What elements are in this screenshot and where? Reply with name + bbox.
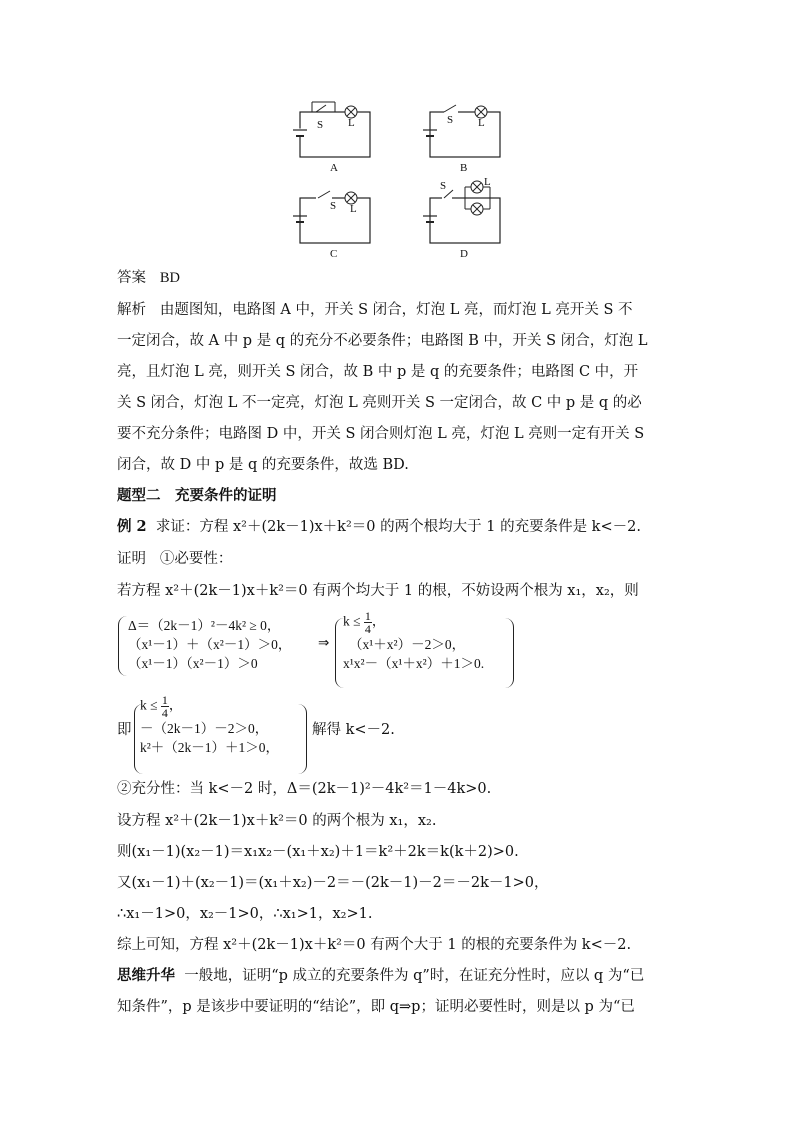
analysis-line-6: 闭合，故 D 中 p 是 q 的充要条件，故选 BD. [117,457,409,473]
sufficiency-line: ②充分性：当 k<－2 时，Δ＝(2k－1)²－4k²＝1－4k>0. [117,781,492,797]
system-3-row-1: k ≤ $\frac{1}{4}$ ， [140,693,183,720]
system-2-row-3: x¹x²－（x¹＋x²）＋1＞0. [343,656,485,671]
analysis-line-4: 关 S 闭合，灯泡 L 不一定亮，灯泡 L 亮则开关 S 一定闭合，故 C 中 p 是 q 的必 [117,395,642,411]
circuit-figure-d [420,178,510,264]
section-title: 题型二 充要条件的证明 [117,487,277,504]
system-1 [128,616,291,673]
answer-line [117,268,180,288]
circuit-b-caption: B [460,162,468,174]
example-label: 例 2 [117,518,147,535]
system-1-row-3: （x¹－1）（x²－1）＞0 [128,656,258,671]
system-2-k-leq: k ≤ [343,613,361,629]
circuit-c-caption: C [330,248,338,260]
proof-line-1: 若方程 x²＋(2k－1)x＋k²＝0 有两个均大于 1 的根，不妨设两个根为 x₁，x₂，则 [117,583,639,599]
circuit-a-caption: A [330,162,338,174]
analysis-line-1 [117,300,633,320]
solve-result: 解得 k<－2. [312,722,395,738]
thinking-label: 思维升华 [117,967,175,984]
thinking-line-1 [117,966,644,986]
circuit-b-lamp-label: L [478,117,485,129]
thinking-line-2: 知条件”，p 是该步中要证明的“结论”，即 q⇒p；证明必要性时，则是以 p 为“已 [117,999,635,1015]
system-2-right-brace [505,618,514,688]
circuit-a-switch-label: S [317,119,324,131]
analysis-text-1: 由题图知，电路图 A 中，开关 S 闭合，灯泡 L 亮，而灯泡 L 亮开关 S 不 [159,302,633,318]
circuit-c-lamp-label: L [350,203,357,215]
circuit-figure-c [290,178,380,264]
circuit-figure-b [420,92,510,178]
fraction-one-quarter-2: $\frac{1}{4}$ [161,693,168,720]
proof-step-1: 设方程 x²＋(2k－1)x＋k²＝0 的两个根为 x₁，x₂. [117,813,437,829]
proof-step-3: 又(x₁－1)＋(x₂－1)＝(x₁＋x₂)－2＝－(2k－1)－2＝－2k－1>0， [117,875,549,891]
example-line [117,517,641,537]
system-1-row-2: （x¹－1）＋（x²－1）＞0， [128,637,292,652]
circuit-d-caption: D [460,248,468,260]
system-3-row-2: －（2k－1）－2＞0， [140,721,269,736]
analysis-line-2: 一定闭合，故 A 中 p 是 q 的充分不必要条件；电路图 B 中，开关 S 闭合，灯泡 L [117,333,648,349]
circuit-b-switch-label: S [447,114,454,126]
system-1-brace [118,616,127,676]
system-3-right-brace [298,704,307,774]
ji-label: 即 [117,722,132,738]
analysis-line-3: 亮，且灯泡 L 亮，则开关 S 闭合，故 B 中 p 是 q 的充要条件；电路图 C 中，开 [117,364,639,380]
system-2 [343,610,484,673]
system-3 [140,694,279,757]
proof-step-2: 则(x₁－1)(x₂－1)＝x₁x₂－(x₁＋x₂)＋1＝k²＋2k＝k(k＋2)>0. [117,844,519,860]
circuit-figure-a [290,92,380,178]
analysis-label: 解析 [117,302,146,318]
analysis-line-5: 要不充分条件；电路图 D 中，开关 S 闭合则灯泡 L 亮，灯泡 L 亮则一定有开关 S [117,426,645,442]
proof-step-4: ∴x₁－1>0，x₂－1>0，∴x₁>1，x₂>1. [117,906,373,922]
circuit-c-switch-label: S [330,200,337,212]
circuit-d-switch-label: S [440,180,447,192]
circuit-a-lamp-label: L [348,117,355,129]
fraction-one-quarter: $\frac{1}{4}$ [364,609,371,636]
example-text: 求证：方程 x²＋(2k－1)x＋k²＝0 的两个根均大于 1 的充要条件是 k<－2. [155,519,641,535]
system-2-row-1: k ≤ $\frac{1}{4}$ ， [343,609,386,636]
proof-conclusion: 综上可知，方程 x²＋(2k－1)x＋k²＝0 有两个大于 1 的根的充要条件为 k<－2. [117,937,632,953]
system-3-row-3: k²＋（2k－1）＋1＞0， [140,740,280,755]
implies-arrow: ⇒ [318,635,330,650]
answer-label: 答案 [117,270,146,286]
system-2-row-2: （x¹＋x²）－2＞0， [349,637,466,652]
proof-header-line [117,549,232,569]
necessity-label: ①必要性： [159,551,233,567]
thinking-text-1: 一般地，证明“p 成立的充要条件为 q”时，在证充分性时，应以 q 为“已 [184,968,645,984]
system-1-row-1: Δ＝（2k－1）²－4k² ≥ 0， [128,618,281,633]
answer-value: BD [159,270,180,286]
proof-label: 证明 [117,551,146,567]
circuit-d-lamp-label: L [484,176,491,188]
